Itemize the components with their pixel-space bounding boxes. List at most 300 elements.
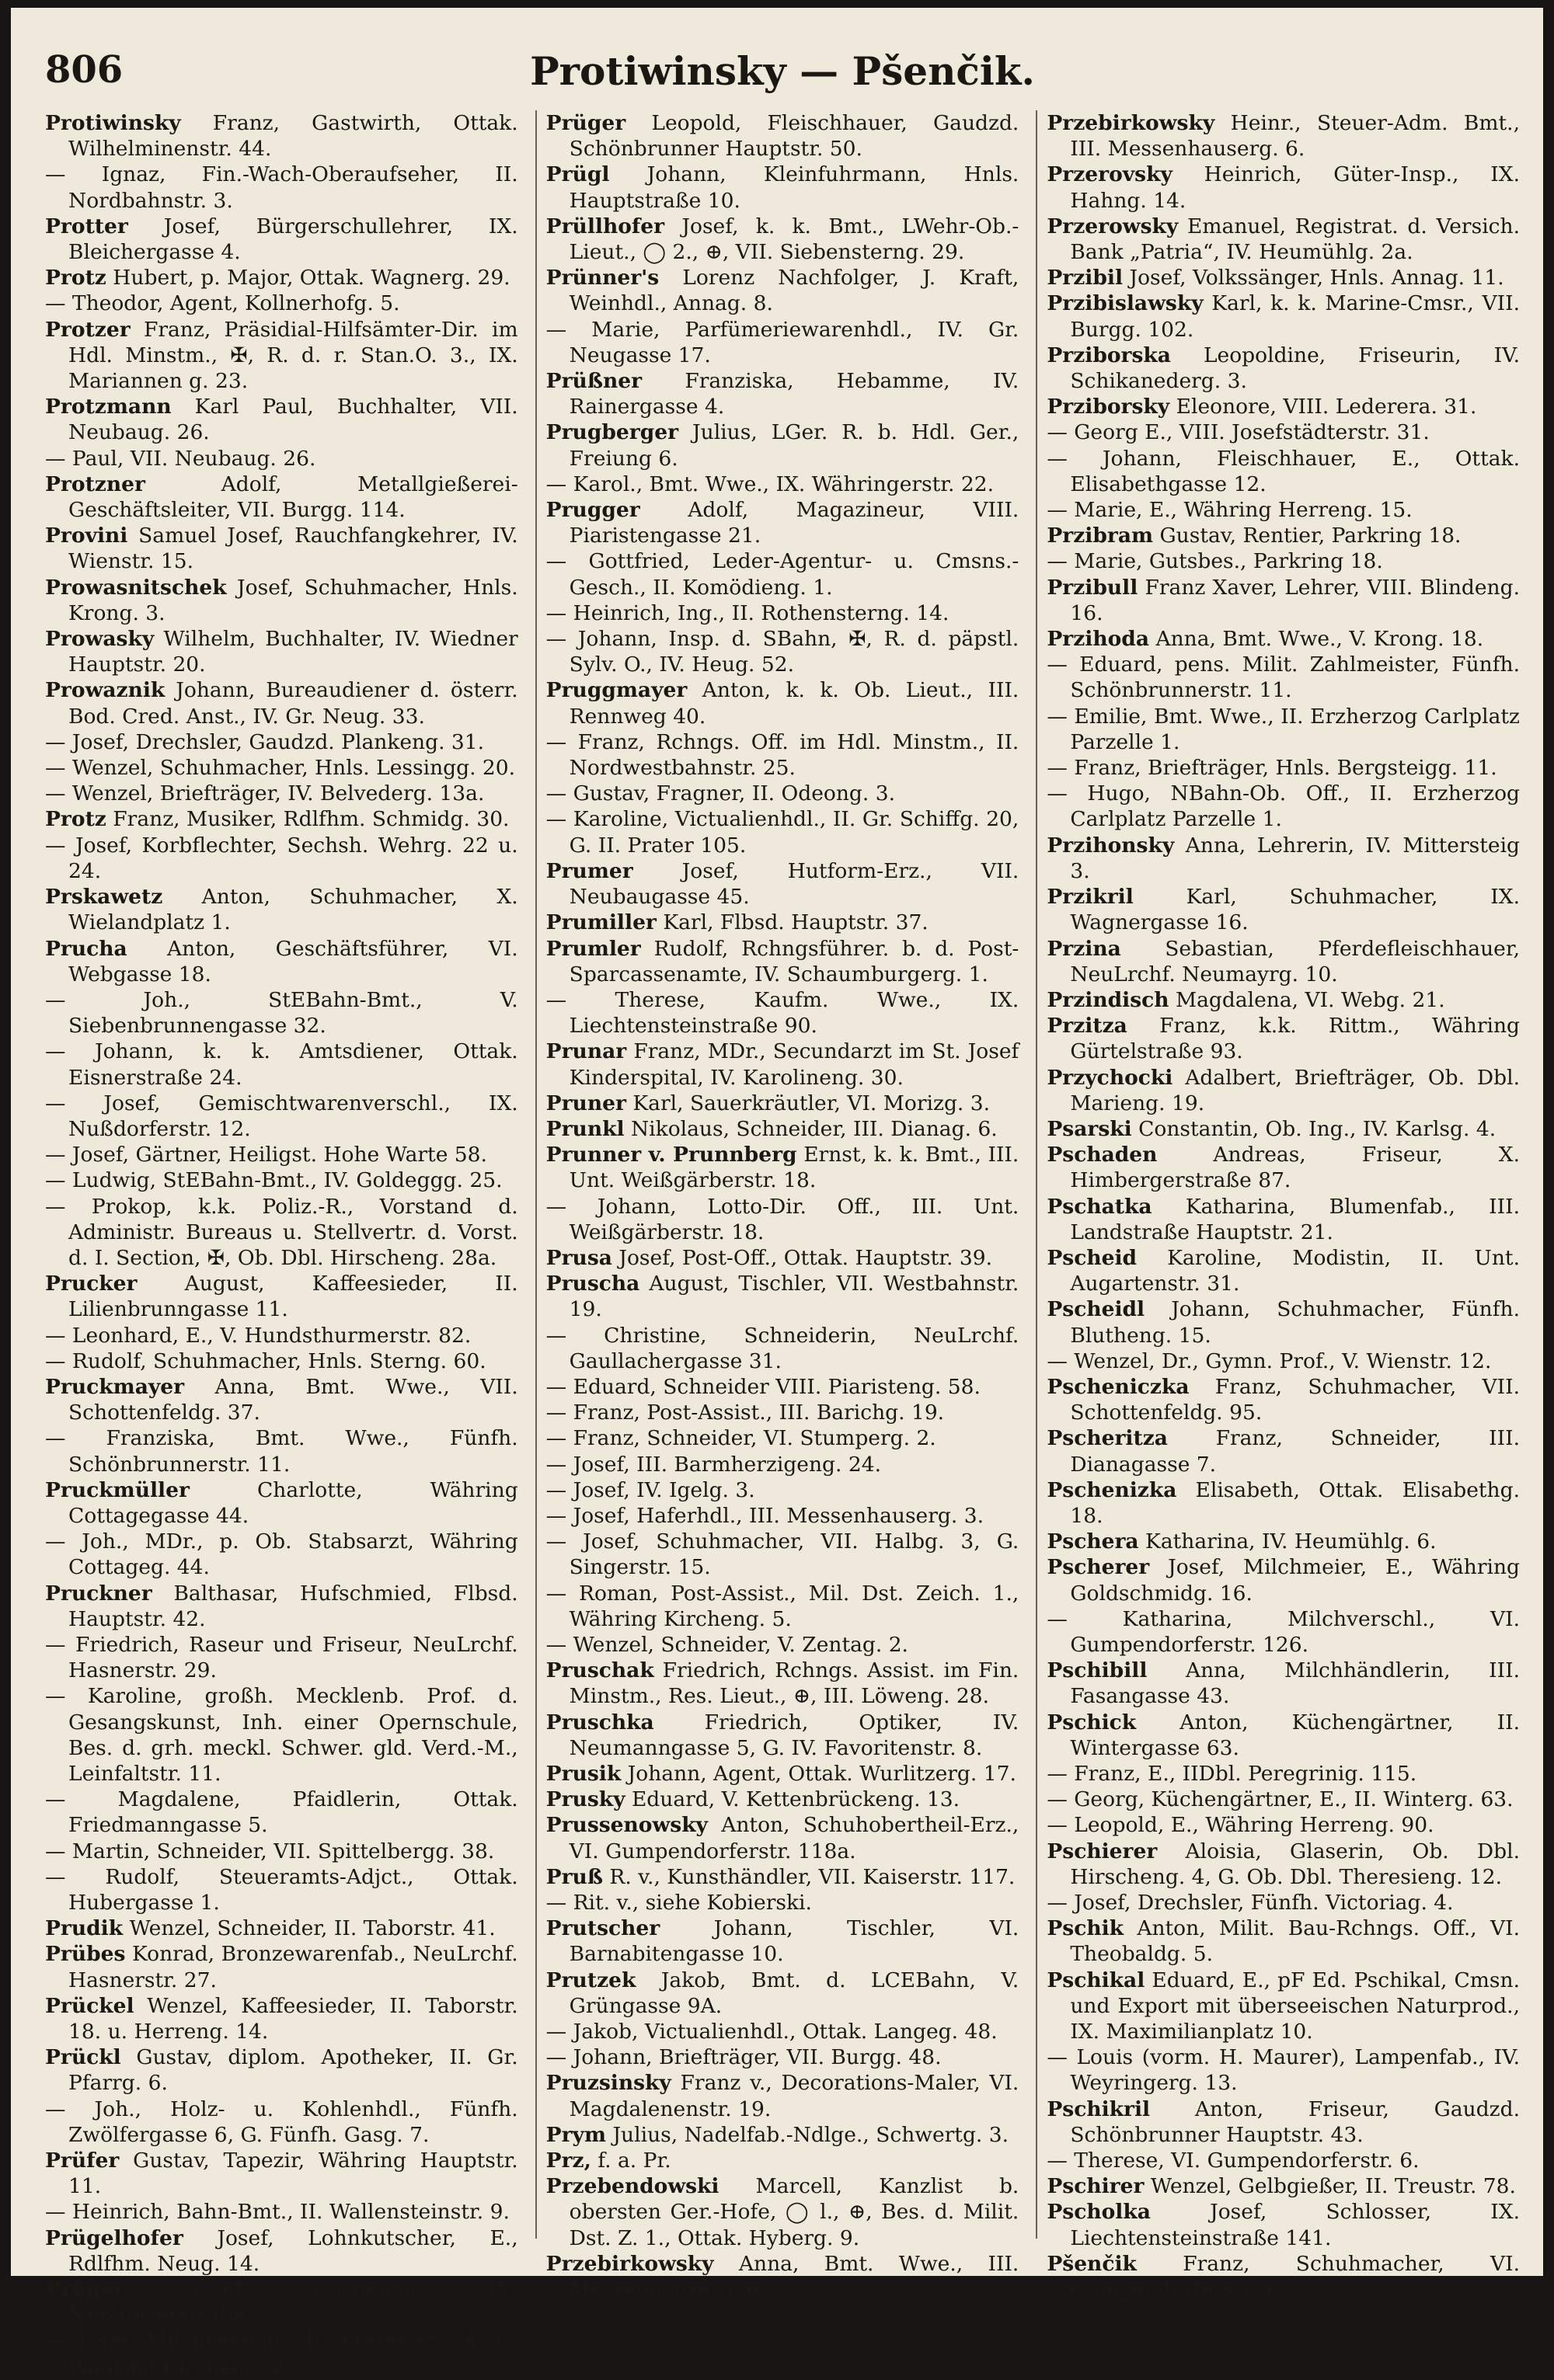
directory-entry <box>1047 833 1520 884</box>
entry-surname: Przibull <box>1047 575 1138 600</box>
directory-entry <box>546 1529 1019 1580</box>
entry-details: Josef, k. k. Bmt., LWehr-Ob.-Lieut., ◯ 2., ⊕, VII. Siebensterng. 29. <box>569 214 1019 265</box>
directory-entry <box>546 1194 1019 1245</box>
directory-entry <box>45 1683 518 1787</box>
entry-details: — Jakob, Victualienhdl., Ottak. Langeg. 48. <box>545 2020 998 2044</box>
directory-entry <box>546 1890 1019 1915</box>
directory-entry <box>1047 1374 1520 1425</box>
directory-entry <box>546 1323 1019 1374</box>
entry-details: Ernst, k. k. Bmt., III. Unt. Weißgärberstr. 18. <box>569 1143 1019 1193</box>
entry-details: Konrad, Bronzewarenfab., NeuLrchf. Hasnerstr. 27. <box>68 1942 518 1992</box>
entry-details: Franz v., Decorations-Maler, VI. Magdalenenstr. 19. <box>569 2071 1019 2121</box>
directory-entry <box>1047 884 1520 935</box>
entry-surname: Prugger <box>545 498 640 523</box>
directory-entry <box>1047 214 1520 265</box>
entry-surname: Prucha <box>45 936 127 961</box>
entry-details: — Therese, Kaufm. Wwe., IX. Liechtensteinstraße 90. <box>545 987 1019 1039</box>
entry-details: Heinrich, Güter-Insp., IX. Hahng. 14. <box>1070 162 1520 213</box>
directory-entry <box>546 548 1019 600</box>
directory-entry <box>45 2044 518 2096</box>
directory-entry <box>546 1581 1019 1632</box>
directory-entry <box>546 1761 1019 1787</box>
directory-entry <box>45 1915 518 1941</box>
entry-surname: Prskawetz <box>45 885 163 910</box>
entry-surname: Pscheritza <box>1047 1426 1168 1451</box>
directory-entry <box>546 1452 1019 1477</box>
directory-entry <box>1047 265 1520 291</box>
entry-details: Andreas, Friseur, X. Himbergerstraße 87. <box>1070 1143 1520 1193</box>
entry-details: — Therese, VI. Gumpendorferstr. 6. <box>1047 2149 1420 2173</box>
entry-surname: Pscheidl <box>1047 1297 1145 1322</box>
directory-entry <box>1047 1554 1520 1606</box>
entry-details: Eduard, E., pF Ed. Pschikal, Cmsn. und Export mit überseeischen Naturprod., IX. Maximilianplatz 10. <box>1070 1968 1521 2044</box>
directory-entry <box>1047 548 1520 574</box>
entry-details: Friedrich, Optiker, IV. Neumanngasse 5, G. IV. Favoritenstr. 8. <box>569 1710 1019 1760</box>
entry-details: Josef, Volkssänger, Hnls. Annag. 11. <box>1129 266 1504 291</box>
entry-surname: Prucker <box>45 1272 138 1296</box>
directory-entry <box>45 265 518 291</box>
entry-surname: Pruschak <box>545 1658 654 1683</box>
entry-details: Anna, Bmt. Wwe., V. Krong. 18. <box>1155 627 1484 652</box>
directory-entry <box>1047 1787 1520 1812</box>
entry-surname: Prutscher <box>545 1916 660 1941</box>
entry-surname: Psarski <box>1047 1116 1132 1141</box>
directory-entry <box>546 1632 1019 1658</box>
entry-surname: Protter <box>45 214 128 238</box>
entry-details: — Wenzel, Briefträger, IV. Belvederg. 13a. <box>45 781 485 806</box>
directory-entry <box>546 1400 1019 1425</box>
entry-details: — Georg, Küchengärtner, E., II. Winterg. 63. <box>1047 1787 1514 1812</box>
directory-entry <box>45 575 518 626</box>
directory-entry <box>1047 1142 1520 1193</box>
entry-surname: Prüger <box>45 2277 125 2302</box>
entry-details: Anton, Küchengärtner, II. Wintergasse 63. <box>1070 1710 1520 1760</box>
entry-details: Anna, Lehrerin, IV. Mittersteig 3. <box>1070 833 1521 883</box>
entry-details: — Johann, Briefträger, VII. Burgg. 48. <box>545 2045 942 2070</box>
entry-surname: Protzer <box>45 317 131 342</box>
directory-entry <box>546 1812 1019 1863</box>
directory-entry <box>45 806 518 832</box>
entry-surname: Pschatka <box>1047 1194 1152 1219</box>
entry-surname: Protzner <box>45 471 145 496</box>
entry-surname: Przebirkowsky <box>1047 111 1215 135</box>
entry-details: — Joh., MDr., p. Ob. Stabsarzt, Währing Cottageg. 44. <box>45 1529 518 1580</box>
entry-details: Wenzel, Schneider, II. Taborstr. 41. <box>129 1916 496 1941</box>
entry-details: f. a. Pr. <box>598 2149 671 2173</box>
directory-entry <box>546 1271 1019 1322</box>
entry-details: Karl, Sauerkräutler, VI. Morizg. 3. <box>632 1091 991 1115</box>
directory-entry <box>1047 1710 1520 1761</box>
entry-surname: Prunkl <box>545 1116 625 1141</box>
directory-entry <box>546 1477 1019 1503</box>
entry-surname: Przitza <box>1047 1014 1127 1039</box>
entry-surname: Prziborsky <box>1047 395 1170 419</box>
entry-surname: Prüfer <box>45 2149 120 2173</box>
entry-details: Karl, Flbsd. Hauptstr. 37. <box>663 910 929 935</box>
entry-surname: Prowaznik <box>45 678 166 703</box>
directory-entry <box>45 987 518 1039</box>
directory-entry <box>45 1323 518 1348</box>
directory-entry <box>45 1167 518 1193</box>
directory-entry <box>45 936 518 987</box>
directory-entry <box>546 2122 1019 2148</box>
entry-surname: Prunner v. Prunnberg <box>545 1143 797 1167</box>
entry-details: — Josef, Gärtner, Heiligst. Hohe Warte 58. <box>45 1143 487 1167</box>
entry-details: Karl, Schuhmacher, IX. Wagnergasse 16. <box>1070 885 1521 935</box>
directory-entry <box>1047 394 1520 419</box>
entry-details: Heinr., Steuer-Adm. Bmt., III. Messenhauserg. 6. <box>1070 111 1520 162</box>
entry-details: Josef, Schlosser, IX. Liechtensteinstraße 141. <box>1070 2200 1521 2250</box>
entry-details: Johann, Agent, Ottak. Wurlitzerg. 17. <box>627 1762 1016 1786</box>
entry-details: Franz Xaver, Lehrer, VIII. Blindeng. 16. <box>1070 575 1521 625</box>
entry-details: — Ignaz, Fin.-Wach-Oberaufseher, II. Nordbahnstr. 3. <box>45 162 518 213</box>
directory-entry <box>546 2019 1019 2044</box>
directory-entry <box>1047 523 1520 548</box>
directory-entry <box>1047 652 1520 703</box>
entry-surname: Pschaden <box>1047 1143 1158 1167</box>
entry-details: — Christine, Schneiderin, NeuLrchf. Gaullachergasse 31. <box>545 1323 1019 1373</box>
directory-entry <box>45 523 518 574</box>
directory-entry <box>45 1477 518 1529</box>
entry-surname: Prunar <box>545 1039 627 1064</box>
directory-entry <box>1047 575 1520 626</box>
entry-details: Johann, Schuhmacher, Fünfh. Blutheng. 15. <box>1070 1297 1521 1348</box>
entry-details: — Johann, Fleischhauer, E., Ottak. Elisabethgasse 12. <box>1047 446 1521 496</box>
entry-surname: Protz <box>45 807 106 832</box>
entry-details: Marcell, Kanzlist b. obersten Ger.-Hofe, ◯ l., ⊕, Bes. d. Milit. Dst. Z. 1., Ottak. Hyberg. 9. <box>569 2174 1019 2250</box>
entry-details: Hubert, p. Major, Ottak. Wagnerg. 29. <box>113 266 510 291</box>
directory-entry <box>45 291 518 316</box>
directory-entry <box>546 677 1019 729</box>
directory-entry <box>1047 1839 1520 1890</box>
directory-entry <box>45 1632 518 1683</box>
directory-entry <box>1047 1296 1520 1348</box>
entry-details: — Rit. v., siehe Kobierski. <box>545 1891 812 1915</box>
directory-entry <box>45 2199 518 2225</box>
directory-entry <box>1047 2148 1520 2173</box>
entry-surname: Prumiller <box>545 910 657 935</box>
directory-entry <box>45 833 518 884</box>
entry-details: Franz, Präsidial-Hilfsämter-Dir. im Hdl. Minstm., ✠, R. d. r. Stan.O. 3., IX. Mariannen g. 23. <box>68 317 518 394</box>
entry-details: Anton, Friseur, Gaudzd. Schönbrunner Hauptstr. 43. <box>1070 2096 1521 2147</box>
directory-entry <box>546 910 1019 935</box>
entry-surname: Przebirkowsky <box>545 2251 714 2276</box>
entry-details: — Katharina, Milchverschl., VI. Gumpendorferstr. 126. <box>1047 1606 1521 1657</box>
entry-details: — Paul, VII. Neubaug. 26. <box>45 446 316 471</box>
entry-surname: Przibil <box>1047 266 1124 291</box>
entry-details: Johann, Tischler, VI. Barnabitengasse 10. <box>569 1916 1019 1967</box>
directory-entry <box>1047 2044 1520 2096</box>
entry-details: — Josef, Milchverschl., II. Praterstr. 34, G. Währing Kircheng. 25. <box>45 2329 518 2379</box>
directory-entry <box>1047 1348 1520 1374</box>
directory-entry <box>45 2148 518 2199</box>
directory-entry <box>45 1091 518 1142</box>
directory-entry <box>546 987 1019 1039</box>
entry-details: — Gottfried, Leder-Agentur- u. Cmsns.-Gesch., II. Komödieng. 1. <box>545 549 1019 600</box>
directory-entry <box>45 1194 518 1272</box>
entry-surname: Prüger <box>545 111 626 135</box>
entry-surname: Prübes <box>45 1942 126 1967</box>
directory-entry <box>45 755 518 781</box>
entry-details: Wenzel, Kaffeesieder, II. Taborstr. 18. u. Herreng. 14. <box>68 1993 518 2044</box>
entry-details: — Marie, E., Währing Herreng. 15. <box>1047 498 1413 523</box>
entry-columns <box>45 110 1521 2379</box>
entry-details: Anton, Milit. Bau-Rchngs. Off., VI. Theobaldg. 5. <box>1070 1916 1521 1967</box>
directory-entry <box>1047 1477 1520 1529</box>
entry-details: Emanuel, Registrat. d. Versich. Bank „Patria“, IV. Heumühlg. 2a. <box>1070 214 1521 265</box>
directory-entry <box>45 1864 518 1915</box>
directory-entry <box>1047 291 1520 342</box>
entry-details: Franz, k.k. Rittm., Währing Gürtelstraße 93. <box>1070 1014 1521 1064</box>
entry-details: Samuel Josef, Rauchfangkehrer, IV. Wienstr. 15. <box>68 524 518 574</box>
entry-surname: Pruner <box>545 1091 626 1115</box>
directory-entry <box>45 781 518 806</box>
entry-surname: Prudik <box>45 1916 124 1941</box>
entry-surname: Pschikal <box>1047 1968 1145 1992</box>
entry-surname: Prünner's <box>545 266 660 291</box>
directory-entry <box>1047 1194 1520 1245</box>
entry-details: Anton, Schuhobertheil-Erz., VI. Gumpendorferstr. 118a. <box>569 1813 1019 1863</box>
directory-entry <box>546 1039 1019 1090</box>
directory-entry <box>1047 704 1520 755</box>
directory-entry <box>1047 1065 1520 1116</box>
entry-details: — Johann, k. k. Amtsdiener, Ottak. Eisnerstraße 24. <box>45 1039 518 1090</box>
entry-surname: Prowasky <box>45 627 155 652</box>
directory-entry <box>546 1968 1019 2019</box>
directory-entry <box>45 1581 518 1632</box>
directory-entry <box>1047 1606 1520 1658</box>
entry-details: Wenzel, Gelbgießer, II. Treustr. 78. <box>1150 2174 1516 2199</box>
entry-details: — Eduard, Schneider VIII. Piaristeng. 58. <box>545 1374 981 1399</box>
column-right <box>1036 110 1521 2302</box>
entry-details: — Franziska, Bmt. Wwe., Fünfh. Schönbrunnerstr. 11. <box>45 1426 518 1477</box>
directory-entry <box>546 626 1019 677</box>
directory-entry <box>45 394 518 445</box>
directory-entry <box>45 729 518 755</box>
directory-entry <box>546 729 1019 781</box>
entry-details: Karoline, Modistin, II. Unt. Augartenstr. 31. <box>1070 1245 1521 1296</box>
directory-entry <box>45 317 518 395</box>
directory-entry <box>546 600 1019 626</box>
directory-entry <box>546 2070 1019 2121</box>
entry-details: — Joh., StEBahn-Bmt., V. Siebenbrunnengasse 32. <box>45 987 518 1039</box>
entry-surname: Pruckner <box>45 1581 152 1606</box>
directory-entry <box>45 1941 518 1992</box>
entry-details: Anna, Bmt. Wwe., VII. Schottenfeldg. 37. <box>68 1374 518 1425</box>
entry-details: — Ludwig, StEBahn-Bmt., IV. Goldeggg. 25. <box>45 1168 503 1193</box>
entry-details: — Wenzel, Schuhmacher, Hnls. Lessingg. 20. <box>45 756 516 781</box>
entry-details: — Josef, Korbflechter, Sechsh. Wehrg. 22 u. 24. <box>45 833 518 883</box>
entry-surname: Przibislawsky <box>1047 291 1204 316</box>
directory-entry <box>546 497 1019 548</box>
directory-entry <box>546 162 1019 213</box>
entry-details: Josef, Bürgerschullehrer, IX. Bleichergasse 4. <box>68 214 518 265</box>
directory-entry <box>45 214 518 265</box>
directory-entry <box>1047 446 1520 497</box>
entry-surname: Prowasnitschek <box>45 575 227 600</box>
entry-details: — Marie, Parfümeriewarenhdl., IV. Gr. Neugasse 17. <box>545 317 1019 367</box>
directory-entry <box>546 1374 1019 1400</box>
entry-details: Julius, LGer. R. b. Hdl. Ger., Freiung 6. <box>569 420 1019 471</box>
entry-details: — Johann, Insp. d. SBahn, ✠, R. d. päpstl. Sylv. O., IV. Heug. 52. <box>545 627 1019 677</box>
entry-details: — Josef, IV. Igelg. 3. <box>545 1477 755 1502</box>
directory-entry <box>546 1091 1019 1116</box>
entry-details: Charlotte, Währing Cottagegasse 44. <box>68 1477 518 1528</box>
directory-entry <box>45 471 518 523</box>
entry-details: Franz, Schuhmacher, VII. Schottenfeldg. 95. <box>1070 1374 1521 1425</box>
entry-details: Adalbert, Briefträger, Ob. Dbl. Marieng. 19. <box>1070 1065 1521 1115</box>
entry-details: Franz, Gastwirth, Ottak. Wilhelminenstr. 44. <box>68 111 518 162</box>
entry-details: Josef, Lohnkutscher, E., Rdlfhm. Neug. 14. <box>68 2225 518 2276</box>
directory-entry <box>546 1658 1019 1709</box>
column-left <box>45 110 518 2379</box>
entry-details: Josef, Milchmeier, E., Währing Goldschmidg. 16. <box>1070 1555 1520 1606</box>
directory-entry <box>45 1374 518 1425</box>
entry-details: Josef, Post-Off., Ottak. Hauptstr. 39. <box>618 1245 993 1270</box>
directory-entry <box>45 626 518 677</box>
entry-details: R. v., Kunsthändler, VII. Kaiserstr. 117. <box>609 1864 1016 1889</box>
entry-surname: Prusa <box>545 1245 612 1270</box>
entry-surname: Prusik <box>545 1762 622 1786</box>
page-header <box>45 43 1520 110</box>
entry-details: — Georg E., VIII. Josefstädterstr. 31. <box>1047 420 1430 445</box>
directory-entry <box>546 471 1019 497</box>
directory-entry <box>1047 1761 1520 1787</box>
directory-entry <box>546 1142 1019 1193</box>
entry-surname: Prückel <box>45 1993 134 2018</box>
directory-entry <box>45 1348 518 1374</box>
entry-details: — Friedrich, Raseur und Friseur, NeuLrchf. Hasnerstr. 29. <box>45 1632 518 1683</box>
entry-details: — Leopold, E., Währing Herreng. 90. <box>1047 1813 1434 1838</box>
directory-entry <box>1047 2096 1520 2148</box>
entry-details: — Emilie, Bmt. Wwe., II. Erzherzog Carlplatz Parzelle 1. <box>1047 704 1521 754</box>
directory-entry <box>546 2251 1019 2302</box>
entry-surname: Protiwinsky <box>45 111 181 135</box>
directory-entry <box>546 2148 1019 2173</box>
directory-entry <box>45 1271 518 1322</box>
entry-surname: Przina <box>1047 936 1121 961</box>
entry-surname: Pschera <box>1047 1529 1139 1554</box>
entry-details: — Johann, Lotto-Dir. Off., III. Unt. Weißgärberstr. 18. <box>545 1194 1019 1244</box>
entry-surname: Pschirer <box>1047 2174 1145 2199</box>
entry-details: Nikolaus, Schneider, III. Dianag. 6. <box>630 1116 998 1141</box>
entry-details: — Marie, Gutsbes., Parkring 18. <box>1047 549 1383 574</box>
entry-details: — Heinrich, Bahn-Bmt., II. Wallensteinstr. 9. <box>45 2200 510 2225</box>
directory-entry <box>1047 1425 1520 1477</box>
entry-details: Eduard, V. Kettenbrückeng. 13. <box>631 1787 960 1812</box>
entry-details: — Josef, Gemischtwarenverschl., IX. Nußdorferstr. 12. <box>45 1091 518 1141</box>
entry-details: Julius, Nadelfab.-Ndlge., Schwertg. 3. <box>612 2122 1009 2147</box>
entry-surname: Prügl <box>545 162 610 187</box>
entry-details: Wilhelm, Buchhalter, IV. Wiedner Hauptstr. 20. <box>68 627 518 677</box>
directory-entry <box>546 1787 1019 1812</box>
directory-entry <box>1047 1812 1520 1838</box>
directory-entry <box>546 806 1019 858</box>
entry-details: Franz, MDr., Secundarzt im St. Josef Kinderspital, IV. Karolineng. 30. <box>569 1039 1019 1090</box>
entry-details: Jakob, Bmt. d. LCEBahn, V. Grüngasse 9A. <box>569 1968 1019 2018</box>
directory-entry <box>1047 497 1520 523</box>
entry-surname: Przibram <box>1047 524 1154 548</box>
entry-surname: Provini <box>45 524 128 548</box>
entry-surname: Prügelhofer <box>45 2225 183 2250</box>
entry-details: Anna, Milchhändlerin, III. Fasangasse 43. <box>1070 1658 1521 1709</box>
directory-entry <box>1047 1890 1520 1915</box>
entry-surname: Pruckmayer <box>45 1374 185 1399</box>
entry-surname: Pruckmüller <box>45 1477 190 1502</box>
directory-entry <box>1047 2199 1520 2250</box>
entry-surname: Przindisch <box>1047 987 1169 1012</box>
entry-surname: Prutzek <box>545 1968 636 1992</box>
entry-surname: Przihonsky <box>1047 833 1175 858</box>
directory-entry <box>45 1787 518 1838</box>
entry-details: Rudolf, Rchngsführer. b. d. Post-Sparcassenamte, IV. Schaumburgerg. 1. <box>569 936 1019 986</box>
directory-entry <box>1047 1658 1520 1709</box>
entry-details: Franziska, Hebamme, IV. Rainergasse 4. <box>569 369 1019 419</box>
entry-surname: Prüßner <box>545 369 643 394</box>
directory-entry <box>546 2173 1019 2251</box>
entry-details: — Karoline, großh. Mecklenb. Prof. d. Gesangskunst, Inh. einer Opernschule, Bes. d. grh. meckl. Schwer. gld. Verd.-M., Leinfaltstr. 11. <box>45 1684 518 1786</box>
directory-entry <box>1047 781 1520 832</box>
directory-entry <box>45 2328 518 2379</box>
entry-surname: Pscheid <box>1047 1245 1138 1270</box>
entry-details: — Franz, Schneider, VI. Stumperg. 2. <box>545 1426 936 1451</box>
directory-entry <box>1047 110 1520 162</box>
entry-details: Sebastian, Pferdefleischhauer, NeuLrchf. Neumayrg. 10. <box>1070 936 1521 986</box>
entry-details: — Magdalene, Pfaidlerin, Ottak. Friedmanngasse 5. <box>45 1787 518 1838</box>
entry-details: Katharina, Blumenfab., III. Landstraße Hauptstr. 21. <box>1070 1194 1521 1244</box>
entry-surname: Pschenizka <box>1047 1477 1177 1502</box>
entry-surname: Pruß <box>545 1864 603 1889</box>
entry-details: Anton, Geschäftsführer, VI. Webgasse 18. <box>68 936 518 986</box>
entry-surname: Pscholka <box>1047 2200 1151 2225</box>
entry-details: — Theodor, Agent, Kollnerhofg. 5. <box>45 291 400 316</box>
entry-details: August, Tischler, VII. Westbahnstr. 19. <box>569 1272 1019 1322</box>
directory-entry <box>546 1710 1019 1761</box>
entry-details: Anton, Schuhmacher, X. Wielandplatz 1. <box>68 885 518 935</box>
directory-entry <box>546 936 1019 987</box>
entry-details: Constantin, Ob. Ing., IV. Karlsg. 4. <box>1138 1116 1497 1141</box>
directory-entry <box>45 2225 518 2277</box>
entry-details: Josef, Hutform-Erz., VII. Neubaugasse 45. <box>569 858 1019 910</box>
directory-entry <box>45 1039 518 1090</box>
entry-details: Gustav, diplom. Apotheker, II. Gr. Pfarrg. 6. <box>68 2045 518 2096</box>
entry-details: — Gustav, Fragner, II. Odeong. 3. <box>545 781 895 806</box>
directory-entry <box>546 1503 1019 1529</box>
entry-surname: Pšenčik <box>1047 2251 1137 2276</box>
entry-details: — Franz, Rchngs. Off. im Hdl. Minstm., II. Nordwestbahnstr. 25. <box>545 729 1019 781</box>
directory-entry <box>45 1993 518 2044</box>
directory-entry <box>546 1245 1019 1271</box>
directory-entry <box>1047 1968 1520 2045</box>
entry-details: — Leonhard, E., V. Hundsthurmerstr. 82. <box>45 1323 472 1348</box>
directory-entry <box>1047 2251 1520 2302</box>
entry-surname: Przychocki <box>1047 1065 1173 1090</box>
directory-entry <box>546 110 1019 162</box>
directory-entry <box>546 781 1019 806</box>
entry-details: — Heinrich, Ing., II. Rothensterng. 14. <box>545 600 949 625</box>
directory-entry <box>1047 936 1520 987</box>
entry-details: Anna, Bmt. Wwe., III. Messenhauserg. 6. <box>569 2251 1019 2302</box>
page-title: Protiwinsky — Pšenčik. <box>530 48 1035 94</box>
entry-surname: Pschik <box>1047 1916 1124 1941</box>
entry-surname: Przerowsky <box>1047 214 1179 238</box>
entry-surname: Prziborska <box>1047 343 1171 367</box>
entry-surname: Pruggmayer <box>545 678 688 703</box>
directory-entry <box>1047 2173 1520 2199</box>
directory-entry <box>45 2096 518 2148</box>
entry-details: — Prokop, k.k. Poliz.-R., Vorstand d. Administr. Bureaus u. Stellvertr. d. Vorst. d. I. Section, ✠, Ob. Dbl. Hirscheng. 28a. <box>45 1194 518 1270</box>
page-number: 806 <box>45 48 124 92</box>
